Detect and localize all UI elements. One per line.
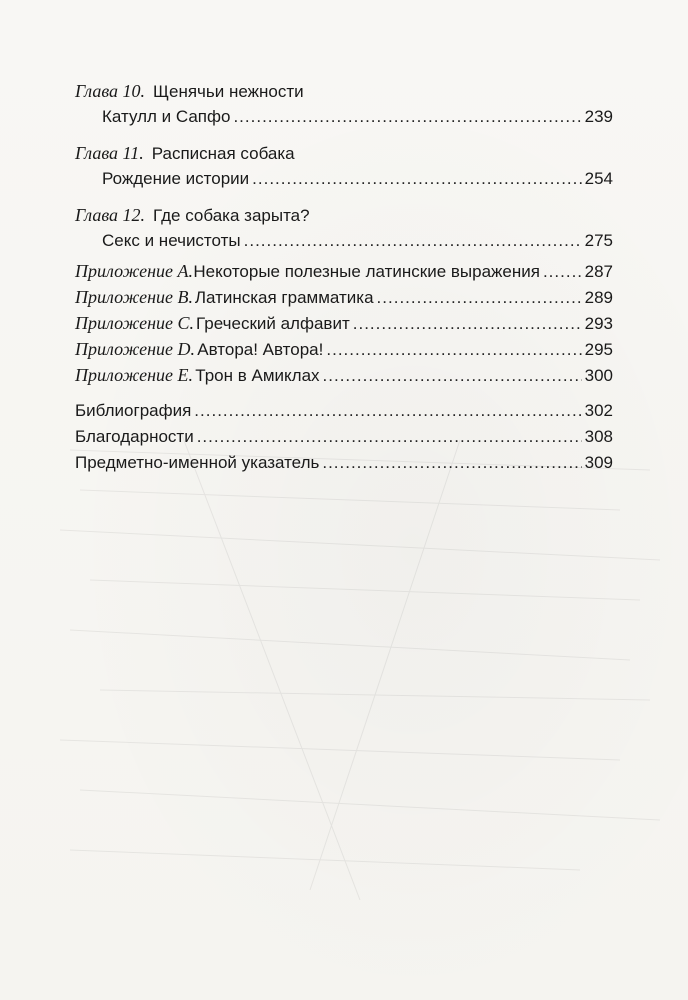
chapter-title: Щенячьи нежности	[153, 82, 304, 101]
dot-leader	[244, 228, 582, 254]
dot-leader	[323, 363, 582, 389]
page-number: 254	[584, 169, 613, 188]
chapter-subtitle: Секс и нечистоты	[102, 231, 241, 250]
page-number: 309	[584, 453, 613, 472]
appendix-label: Приложение A.	[75, 261, 194, 281]
back-matter-title: Библиография	[75, 401, 192, 420]
show-through-texture	[60, 430, 660, 900]
toc-chapter-10-entry[interactable]	[75, 104, 613, 130]
appendix-label: Приложение C.	[75, 313, 195, 333]
page-number: 308	[584, 427, 613, 446]
chapter-title: Расписная собака	[151, 144, 295, 163]
toc-chapter-12-heading	[75, 202, 613, 228]
page-number: 300	[584, 366, 613, 385]
toc-appendix-a[interactable]	[75, 258, 613, 284]
dot-leader	[353, 311, 582, 337]
back-matter-title: Предметно-именной указатель	[75, 453, 320, 472]
appendix-title: Автора! Автора!	[197, 340, 324, 359]
chapter-label: Глава 10.	[75, 81, 146, 101]
toc-chapter-10-heading	[75, 78, 613, 104]
dot-leader	[194, 398, 581, 424]
chapter-label: Глава 12.	[75, 205, 146, 225]
toc-index[interactable]	[75, 450, 613, 476]
toc-bibliography[interactable]	[75, 398, 613, 424]
dot-leader	[377, 285, 582, 311]
page-number: 302	[584, 401, 613, 420]
page-number: 293	[584, 314, 613, 333]
page-number: 239	[584, 107, 613, 126]
appendix-label: Приложение E.	[75, 365, 194, 385]
toc-chapter-11-entry[interactable]	[75, 166, 613, 192]
back-matter-title: Благодарности	[75, 427, 194, 446]
dot-leader	[326, 337, 581, 363]
dot-leader	[322, 450, 581, 476]
appendix-title: Некоторые полезные латинские выражения	[193, 262, 540, 281]
toc-appendix-d[interactable]	[75, 336, 613, 362]
chapter-subtitle: Рождение истории	[102, 169, 250, 188]
toc-chapter-12-entry[interactable]	[75, 228, 613, 254]
appendix-label: Приложение B.	[75, 287, 194, 307]
chapter-title: Где собака зарыта?	[153, 206, 310, 225]
dot-leader	[233, 104, 581, 130]
toc-appendix-e[interactable]	[75, 362, 613, 388]
page-number: 275	[584, 231, 613, 250]
table-of-contents	[75, 78, 613, 476]
dot-leader	[197, 424, 582, 450]
appendix-title: Латинская грамматика	[194, 288, 374, 307]
page-number: 295	[584, 340, 613, 359]
appendix-title: Греческий алфавит	[196, 314, 350, 333]
appendix-label: Приложение D.	[75, 339, 196, 359]
chapter-label: Глава 11.	[75, 143, 144, 163]
dot-leader	[543, 259, 582, 285]
chapter-subtitle: Катулл и Сапфо	[102, 107, 231, 126]
toc-appendix-c[interactable]	[75, 310, 613, 336]
toc-chapter-11-heading	[75, 140, 613, 166]
toc-acknowledgements[interactable]	[75, 424, 613, 450]
appendix-title: Трон в Амиклах	[195, 366, 320, 385]
page-number: 287	[584, 262, 613, 281]
toc-appendix-b[interactable]	[75, 284, 613, 310]
page-number: 289	[584, 288, 613, 307]
dot-leader	[252, 166, 581, 192]
